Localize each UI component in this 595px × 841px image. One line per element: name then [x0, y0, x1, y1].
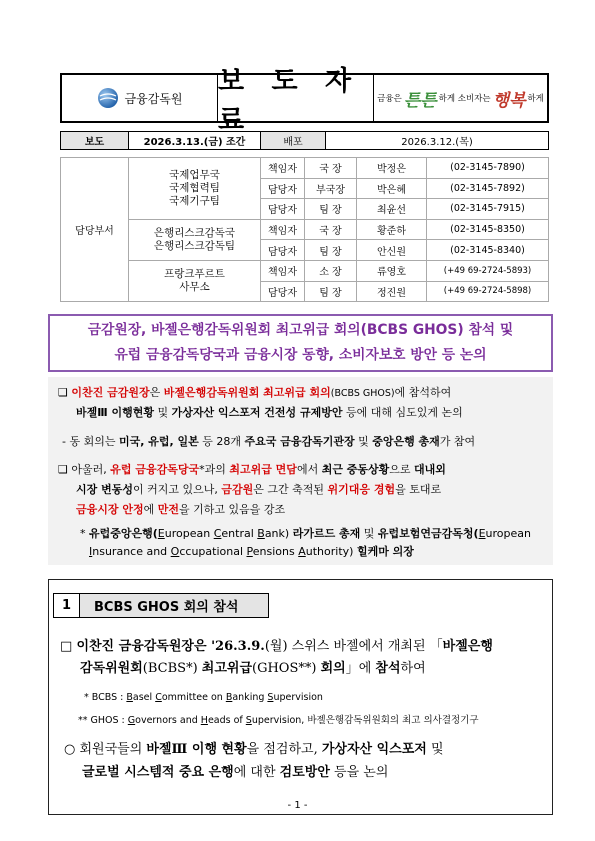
contact-title: 소 장: [305, 260, 357, 281]
body-text: 이 커지고 있으나,: [132, 483, 222, 496]
unit-line: 국제기구팀: [169, 194, 220, 207]
body-text: - 동 회의는: [62, 435, 119, 448]
body-text: asel: [132, 692, 156, 703]
summary-bullet-2: [58, 461, 446, 479]
press-release-title: 보 도 자 료: [218, 75, 374, 121]
body-text: 은 그간 축적된: [253, 483, 328, 496]
highlight-text: 위기대응 경험: [327, 483, 396, 496]
underlined-initial: O: [170, 545, 180, 558]
headline-box: [48, 314, 553, 372]
bold-text: 가상자산 익스포저: [321, 742, 427, 757]
contact-phone: (02-3145-8340): [427, 240, 549, 261]
underlined-initial: C: [213, 527, 222, 540]
slogan-text: 금융은: [377, 94, 402, 104]
bold-text: 미국, 유럽, 일본: [118, 435, 199, 448]
fss-globe-icon: [97, 87, 119, 109]
bold-text: 최근 중동상황: [321, 463, 390, 476]
checkbox-bullet-icon: ❑: [58, 463, 68, 476]
body-text: 에 참석하여: [394, 386, 452, 399]
highlight-text: 바젤은행감독위원회 최고위급 회의: [163, 386, 331, 399]
highlight-text: 최고위급 면담: [229, 463, 297, 476]
bold-text: 유럽중앙은행(: [89, 527, 158, 540]
body-text: entral: [221, 527, 258, 540]
contact-name: 박은혜: [357, 178, 427, 199]
body-text: 등 28개: [198, 435, 245, 448]
contact-name: 류영호: [357, 260, 427, 281]
summary-footnote: [80, 526, 531, 542]
bold-text: 감독위원회: [80, 661, 143, 676]
body-text: ommittee on: [161, 692, 226, 703]
body-text: 가 참여: [439, 435, 476, 448]
table-row: [61, 158, 549, 179]
contact-role: 담당자: [261, 199, 305, 220]
contact-title: 국 장: [305, 219, 357, 240]
summary-footnote-line-2: [89, 544, 414, 560]
body-text: 및: [426, 742, 444, 757]
body-text: uthority): [305, 545, 357, 558]
underlined-initial: B: [126, 692, 133, 703]
section-note-2: [78, 712, 479, 726]
underlined-initial: H: [200, 715, 208, 726]
body-text: 으로: [389, 463, 415, 476]
square-bullet-icon: □: [60, 639, 73, 654]
bold-text: 대내외: [414, 463, 446, 476]
body-text: 에서: [296, 463, 322, 476]
checkbox-bullet-icon: ❑: [58, 386, 68, 399]
bold-text: 최고위급: [201, 661, 253, 676]
body-text: 을 점검하고,: [246, 742, 322, 757]
section-paragraph-1: [60, 636, 493, 657]
release-date: 2026.3.13.(금) 조간: [129, 132, 261, 150]
underlined-initial: G: [127, 715, 136, 726]
distribution-date: 2026.3.12.(목): [326, 132, 549, 150]
body-text: 및: [360, 527, 378, 540]
body-text: 」에: [345, 661, 376, 676]
body-text: (월) 스위스 바젤에서 개최된 「: [264, 639, 443, 654]
body-text: 등에 대해 심도있게 논의: [342, 406, 463, 419]
bold-text: 회의: [320, 661, 346, 676]
contact-name: 정진원: [357, 281, 427, 302]
body-text: upervision, 바젤은행감독위원회의 최고 의사결정기구: [251, 715, 479, 726]
highlight-text: 금감원: [221, 483, 254, 496]
page-number: - 1 -: [287, 800, 308, 811]
contact-role: 담당자: [261, 178, 305, 199]
circle-bullet-icon: ○: [64, 742, 76, 757]
section-note-1: [84, 692, 323, 703]
body-text: 을 토대로: [395, 483, 442, 496]
slogan-text: 하게: [527, 94, 544, 104]
summary-sub-bullet: [62, 433, 475, 451]
body-text: 은: [149, 386, 164, 399]
contact-role: 책임자: [261, 260, 305, 281]
contact-role: 책임자: [261, 158, 305, 179]
summary-bullet-1-line-2: [76, 404, 463, 422]
department-unit: [129, 260, 261, 301]
section-paragraph-2-line-2: [82, 762, 388, 783]
body-text: ccupational: [179, 545, 247, 558]
contact-name: 황준하: [357, 219, 427, 240]
contact-name: 안신원: [357, 240, 427, 261]
contact-phone: (02-3145-7915): [427, 199, 549, 220]
section-number: 1: [54, 594, 80, 617]
unit-line: 사무소: [179, 281, 210, 294]
highlight-text: 금융시장 안정: [76, 503, 144, 516]
contact-role: 담당자: [261, 240, 305, 261]
slogan-text: 하게 소비자는: [438, 94, 491, 104]
contact-phone: (02-3145-8350): [427, 219, 549, 240]
body-text: ** GHOS :: [78, 715, 128, 726]
body-text: (GHOS**): [252, 661, 321, 676]
body-text: 아울러,: [71, 463, 111, 476]
body-text: overnors and: [135, 715, 201, 726]
contact-phone: (02-3145-7890): [427, 158, 549, 179]
body-text: nsurance and: [92, 545, 171, 558]
summary-box: [48, 377, 553, 565]
section-heading: [53, 593, 269, 618]
bold-text: 유럽보험연금감독청(: [377, 527, 479, 540]
highlight-text: 이찬진 금감원장: [71, 386, 150, 399]
underlined-initial: E: [478, 527, 486, 540]
department-label: 담당부서: [61, 158, 129, 302]
unit-line: 국제협력팀: [169, 181, 220, 194]
body-text: uropean: [485, 527, 531, 540]
underlined-initial: E: [157, 527, 165, 540]
body-text: 및: [354, 435, 373, 448]
bold-text: 참석: [375, 661, 401, 676]
contact-role: 책임자: [261, 219, 305, 240]
press-header: [60, 66, 549, 136]
contact-title: 팀 장: [305, 281, 357, 302]
release-label: 보도: [61, 132, 129, 150]
section-title: BCBS GHOS 회의 참석: [80, 594, 268, 617]
slogan: [374, 75, 547, 121]
body-text: 에 대한: [233, 765, 280, 780]
bold-text: 바젤Ⅲ 이행 현황: [146, 742, 247, 757]
bold-text: 글로벌 시스템적 중요 은행: [82, 765, 234, 780]
body-text: eads of: [207, 715, 246, 726]
underlined-initial: B: [257, 527, 265, 540]
contact-name: 최윤선: [357, 199, 427, 220]
headline-line-2: 유럽 금융감독당국과 금융시장 동향, 소비자보호 방안 등 논의: [114, 347, 487, 363]
underlined-initial: B: [225, 692, 233, 703]
bold-text: 가상자산 익스포저 건전성 규제방안: [171, 406, 343, 419]
body-text: ensions: [252, 545, 299, 558]
table-row: [61, 219, 549, 240]
underlined-initial: S: [245, 715, 252, 726]
headline-line-1: 금감원장, 바젤은행감독위원회 최고위급 회의(BCBS GHOS) 참석 및: [87, 322, 514, 338]
unit-line: 은행리스크감독팀: [153, 239, 236, 252]
bold-text: 바젤Ⅲ 이행현황: [76, 406, 154, 419]
slogan-word-strong: 튼튼: [403, 90, 437, 111]
contact-phone: (+49 69-2724-5893): [427, 260, 549, 281]
distribution-label: 배포: [261, 132, 326, 150]
body-text: 에: [143, 503, 158, 516]
body-text: * BCBS :: [84, 692, 127, 703]
body-text: 등을 논의: [329, 765, 389, 780]
body-text: 및: [153, 406, 172, 419]
summary-bullet-1: [58, 384, 451, 403]
contact-title: 부국장: [305, 178, 357, 199]
underlined-initial: S: [267, 692, 274, 703]
underlined-initial: I: [89, 545, 93, 558]
contact-phone: (+49 69-2724-5898): [427, 281, 549, 302]
body-text: ank): [264, 527, 293, 540]
unit-line: 프랑크푸르트: [164, 268, 225, 281]
underlined-initial: A: [298, 545, 306, 558]
bold-text: 이찬진 금융감독원장은: [76, 639, 212, 654]
contact-title: 팀 장: [305, 199, 357, 220]
body-text: anking: [232, 692, 268, 703]
bold-text: 중앙은행 총재: [372, 435, 440, 448]
contact-phone: (02-3145-7892): [427, 178, 549, 199]
bold-text: 힐케마 의장: [356, 545, 414, 558]
footnote-mark: *: [80, 527, 89, 540]
bold-text: '26.3.9.: [211, 639, 265, 654]
table-row: [61, 260, 549, 281]
summary-bullet-2-line-2: [76, 481, 441, 499]
bold-text: 시장 변동성: [76, 483, 133, 496]
contact-title: 팀 장: [305, 240, 357, 261]
department-table: [60, 157, 549, 302]
bold-text: 라가르드 총재: [292, 527, 361, 540]
section-paragraph-1-line-2: [80, 658, 426, 679]
body-text: 회원국들의: [79, 742, 147, 757]
highlight-text: 만전: [157, 503, 179, 516]
bold-text: 바젤은행: [442, 639, 493, 654]
release-info-table: [60, 131, 549, 150]
org-name: 금융감독원: [124, 91, 183, 106]
highlight-text: 유럽 금융감독당국: [110, 463, 200, 476]
body-text: (BCBS GHOS): [330, 388, 395, 399]
underlined-initial: P: [246, 545, 253, 558]
body-text: upervision: [273, 692, 323, 703]
body-text: (BCBS*): [142, 661, 202, 676]
bold-text: 주요국 금융감독기관장: [244, 435, 355, 448]
unit-line: 국제업무국: [169, 168, 220, 181]
fss-logo: [62, 75, 218, 121]
contact-name: 박정은: [357, 158, 427, 179]
department-unit: [129, 158, 261, 220]
body-text: 을 기하고 있음을 강조: [178, 503, 286, 516]
underlined-initial: C: [155, 692, 162, 703]
contact-title: 국 장: [305, 158, 357, 179]
body-text: *과의: [199, 463, 230, 476]
summary-bullet-2-line-3: [76, 501, 285, 519]
bold-text: 검토방안: [279, 765, 330, 780]
body-text: uropean: [164, 527, 214, 540]
slogan-word-happy: 행복: [492, 90, 526, 111]
department-unit: [129, 219, 261, 260]
body-text: 하여: [400, 661, 426, 676]
contact-role: 담당자: [261, 281, 305, 302]
section-paragraph-2: [64, 739, 444, 760]
unit-line: 은행리스크감독국: [153, 226, 236, 239]
